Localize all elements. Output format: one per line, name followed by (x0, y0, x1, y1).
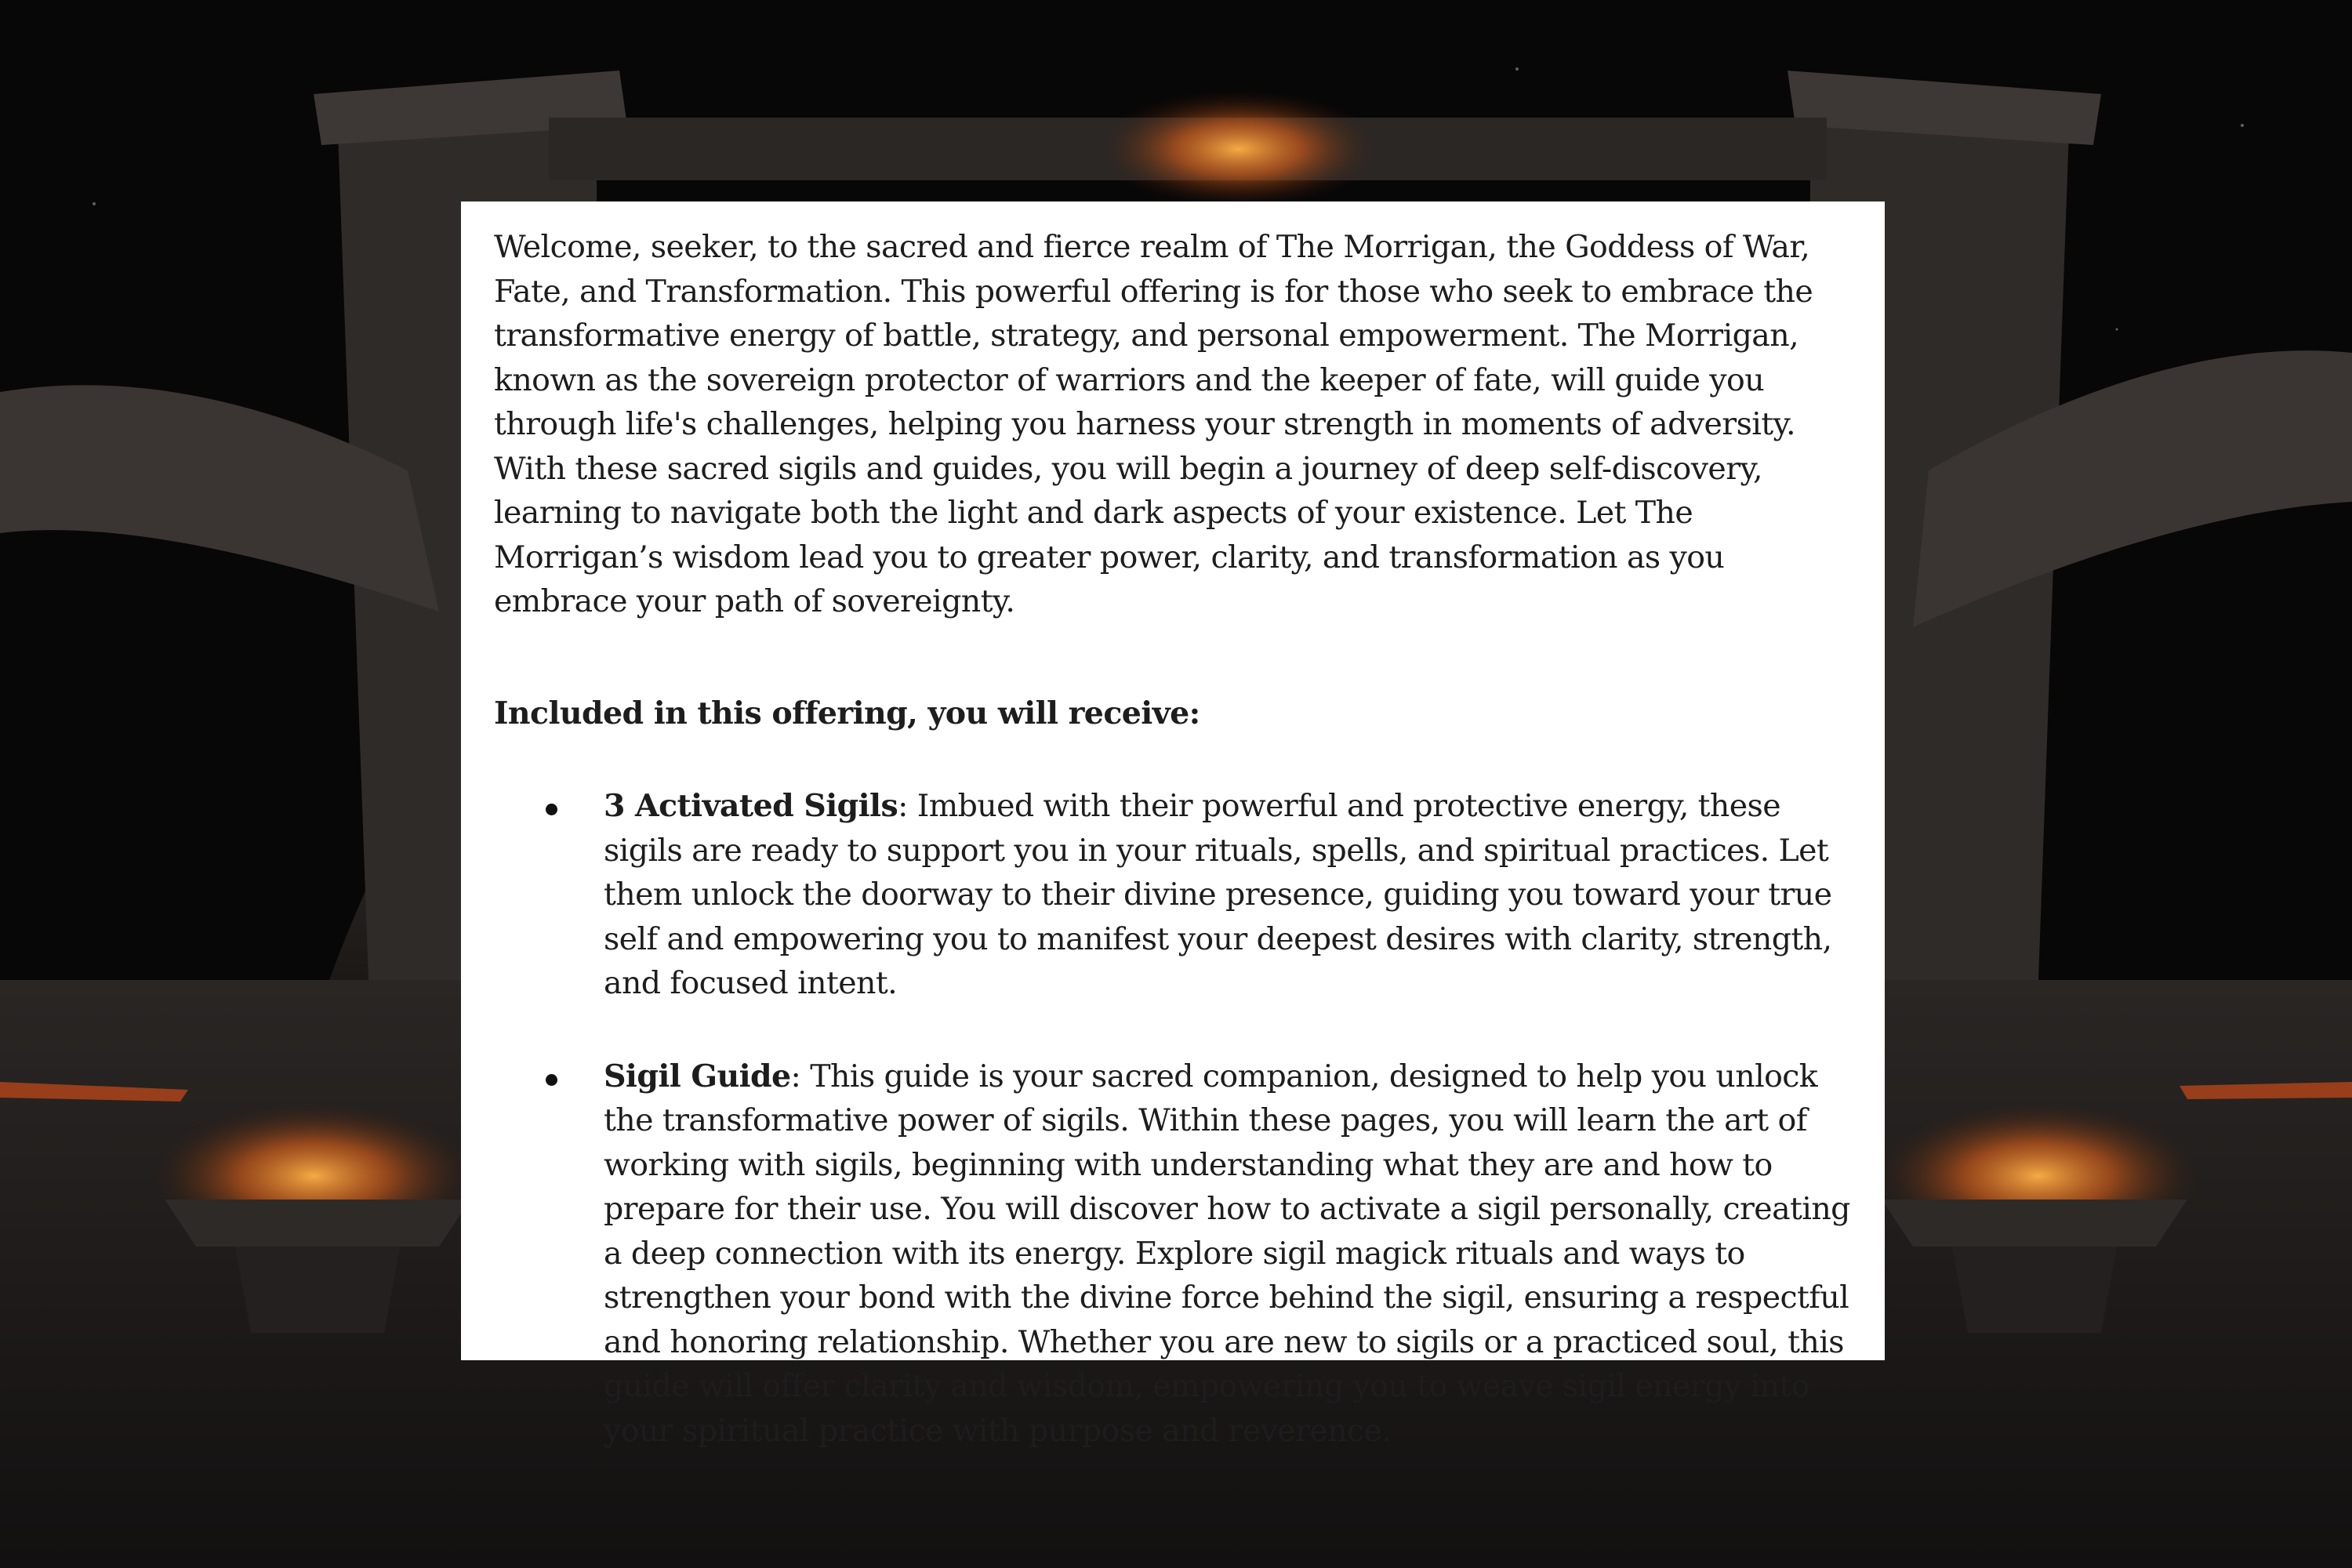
list-item (494, 1054, 1857, 1454)
item-term: 3 Activated Sigils (604, 788, 898, 824)
bullet-icon (546, 1074, 557, 1086)
item-description: : Imbued with their powerful and protective energy, these sigils are ready to support you in your rituals, spells, and spiritual practices. Let them unlock the doorway to their divine presence, guiding you toward your true self and empowering you to manifest your deepest desires with clarity, strength, and focused intent. (604, 788, 1832, 1001)
list-item (494, 784, 1857, 1006)
bullet-icon (546, 804, 557, 815)
included-heading: Included in this offering, you will receive: (494, 695, 1200, 731)
item-description: : This guide is your sacred companion, designed to help you unlock the transformative power of sigils. Within these pages, you will learn the art of working with sigils, beginning with understanding what they are and how to prepare for their use. You will discover how to activate a sigil personally, creating a deep connection with its energy. Explore sigil magick rituals and ways to strengthen your bond with the divine force behind the sigil, ensuring a respectful and honoring relationship. Whether you are new to sigils or a practiced soul, this guide will offer clarity and wisdom, empowering you to weave sigil energy into your spiritual practice with purpose and reverence. (604, 1058, 1850, 1449)
included-items-list (494, 784, 1857, 1453)
intro-paragraph: Welcome, seeker, to the sacred and fierce realm of The Morrigan, the Goddess of War, Fate, and Transformation. This powerful offering is for those who seek to embrace the transformative energy of battle, strategy, and personal empowerment. The Morrigan, known as the sovereign protector of warriors and the keeper of fate, will guide you through life's challenges, helping you harness your strength in moments of adversity. With these sacred sigils and guides, you will begin a journey of deep self-discovery, learning to navigate both the light and dark aspects of your existence. Let The Morrigan’s wisdom lead you to greater power, clarity, and transformation as you embrace your path of sovereignty. (494, 229, 1813, 619)
offering-description-card (461, 201, 1885, 1449)
item-term: Sigil Guide (604, 1058, 791, 1094)
